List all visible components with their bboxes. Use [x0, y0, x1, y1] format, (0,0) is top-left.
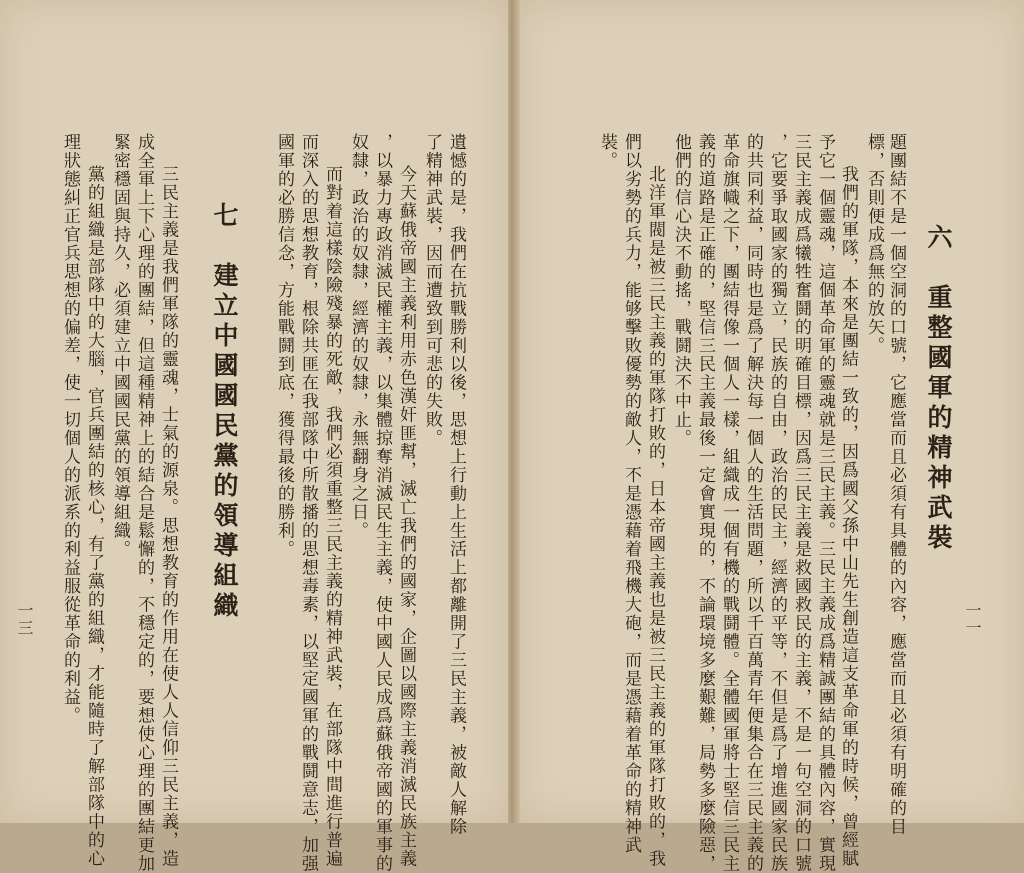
text-column: 而深入的思想教育，根除共匪在我部隊中所散播的思想毒素，以堅定國軍的戰鬪意志，加强: [298, 133, 318, 873]
text-column: 奴隸，政治的奴隸，經濟的奴隸，永無翻身之日。: [348, 133, 368, 540]
page-number-right: 一一: [963, 602, 982, 637]
text-column: ，以暴力專政消滅民權主義，以集體掠奪消滅民生主義，使中國人民成爲蘇俄帝國的軍事的: [372, 133, 392, 873]
text-column: ，它要爭取國家的獨立，民族的自由，政治的民主，經濟的平等，不但是爲了增進國家民族: [767, 133, 787, 873]
chapter-heading-6: 六 重整國軍的精神武裝: [924, 224, 953, 554]
text-column: 三民主義成爲犧牲奮鬪的明確目標，因爲三民主義是救國救民的主義，不是一句空洞的口號: [791, 133, 811, 873]
text-column: 而對着這樣陰險殘暴的死敵，我們必須重整三民主義的精神武裝，在部隊中間進行普遍: [322, 165, 342, 868]
text-column: 三民主義是我們軍隊的靈魂，士氣的源泉。思想教育的作用在使人人信仰三民主義，造: [158, 165, 178, 868]
text-column: 國軍的必勝信念，方能戰鬪到底，獲得最後的勝利。: [274, 133, 294, 559]
text-column: 了精神武裝，因而遭致到可悲的失敗。: [422, 133, 442, 448]
text-column: 理狀態糾正官兵思想的偏差，使一切個人的派系的利益服從革命的利益。: [60, 133, 80, 725]
text-column: 予它一個靈魂，這個革命軍的靈魂就是三民主義。三民主義成爲精誠團結的具體內容，實現: [815, 133, 835, 873]
text-column: 我們的軍隊，本來是團結一致的，因爲國父孫中山先生創造這支革命軍的時候，曾經賦: [838, 165, 858, 868]
page-number-left: 一三: [15, 602, 34, 637]
text-column: 題團結不是一個空洞的口號，它應當而且必須有具體的內容，應當而且必須有明確的目: [886, 133, 906, 836]
text-column: 們以劣勢的兵力，能够擊敗優勢的敵人，不是憑藉着飛機大砲，而是憑藉着革命的精神武: [621, 133, 641, 855]
text-column: 黨的組織是部隊中的大腦，官兵團結的核心，有了黨的組織，才能隨時了解部隊中的心: [84, 165, 104, 868]
text-column: 北洋軍閥是被三民主義的軍隊打敗的，日本帝國主義也是被三民主義的軍隊打敗的，我: [645, 165, 665, 868]
text-column: 今天蘇俄帝國主義利用赤色漢奸匪幫，滅亡我們的國家，企圖以國際主義消滅民族主義: [396, 165, 416, 868]
text-column: 革命旗幟之下，團結得像一個人一樣，組織成一個有機的戰鬪體。全體國軍將士堅信三民主: [719, 133, 739, 873]
text-column: 他們的信心決不動搖，戰鬪決不中止。: [671, 133, 691, 448]
text-column: 裝。: [597, 133, 617, 170]
text-column: 的共同利益，同時也是爲了解決每一個人的生活問題，所以千百萬青年便集合在三民主義的: [743, 133, 763, 873]
chapter-heading-7: 七 建立中國國民黨的領導組織: [210, 202, 239, 622]
left-page: [0, 0, 508, 873]
text-column: 標，否則便成爲無的放矢。: [864, 133, 884, 355]
text-column: 緊密穩固與持久，必須建立中國國民黨的領導組織。: [110, 133, 130, 559]
text-column: 成全軍上下心理的團結，但這種精神上的結合是鬆懈的，不穩定的，要想使心理的團結更加: [134, 133, 154, 873]
right-page: [516, 0, 1024, 873]
text-column: 義的道路是正確的，堅信三民主義最後一定會實現的，不論環境多麼艱難，局勢多麼險惡，: [695, 133, 715, 873]
text-column: 遺憾的是，我們在抗戰勝利以後，思想上行動上生活上都離開了三民主義，被敵人解除: [446, 133, 466, 836]
